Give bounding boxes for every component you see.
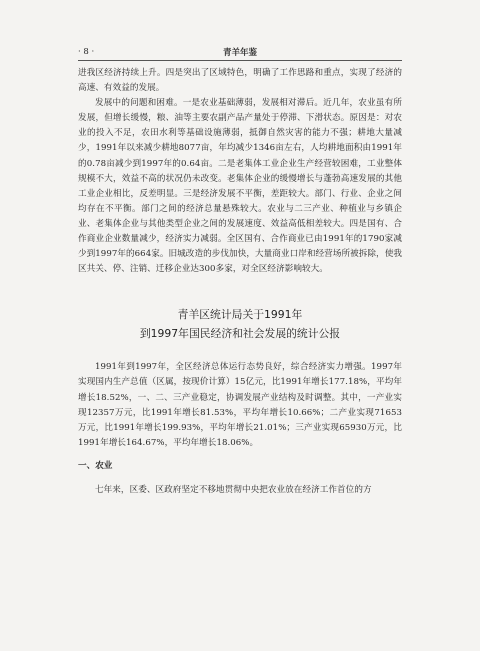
article-title-line-2: 到1997年国民经济和社会发展的统计公报	[139, 327, 341, 341]
section-title-agriculture: 一、农业	[78, 460, 113, 471]
running-header	[78, 44, 402, 60]
agriculture-paragraph: 七年来，区委、区政府坚定不移地贯彻中央把农业放在经济工作首位的方	[95, 484, 372, 495]
page-body	[78, 66, 402, 498]
article-title-line-1: 青羊区统计局关于1991年	[177, 308, 303, 322]
header-rule	[78, 60, 402, 61]
intro-paragraph: 进我区经济持续上升。四是突出了区域特色，明确了工作思路和重点，实现了经济的高速、有效益的发展。	[78, 68, 402, 94]
article-heading	[78, 305, 402, 343]
page-number: · 8 ·	[78, 47, 95, 57]
book-title: 青羊年鉴	[222, 48, 257, 58]
summary-paragraph: 1991年到1997年，全区经济总体运行态势良好，综合经济实力增强。1997年实现国内生产总值（区属，按现价计算）15亿元，比1991年增长177.18%，平均年增长18.52%，一、二、三产业稳定，协调发展产业结构及时调整。其中，一产业实现12357万元，比1991年增长81.53%，平均年增长10.66%；二产业实现71653万元，比1991年增长199.93%，平均年增长21.01%；三产业实现65930万元，比1991年增长164.67%，平均年增长18.06%。	[78, 362, 402, 448]
problems-paragraph: 发展中的问题和困难。一是农业基础薄弱，发展相对滞后。近几年，农业虽有所发展，但增长缓慢，粮、油等主要农副产品产量处于停滞、下滑状态。原因是：对农业的投入不足，农田水利等基础设施薄弱，抵御自然灾害的能力不强；耕地大量减少，1991年以来减少耕地8077亩，年均减少1346亩左右，人均耕地面积由1991年的0.78亩减少到1997年的0.64亩。二是老集体工业企业生产经营较困难，工业整体规模不大，效益不高的状况仍未改变。老集体企业的缓慢增长与蓬勃高速发展的其他工业企业相比，反差明显。三是经济发展不平衡，差距较大。部门、行业、企业之间均存在不平衡。部门之间的经济总量悬殊较大。农业与二三产业、种植业与乡镇企业、老集体企业与其他类型企业之间的发展速度、效益高低相差较大。四是国有、合作商业企业数量减少，经济实力减弱。全区国有、合作商业已由1991年的1790家减少到1997年的664家。旧城改造的步伐加快，大量商业口岸和经营场所被拆除，使我区共关、停、注销、迁移企业达300多家，对全区经济影响较大。	[78, 98, 402, 275]
